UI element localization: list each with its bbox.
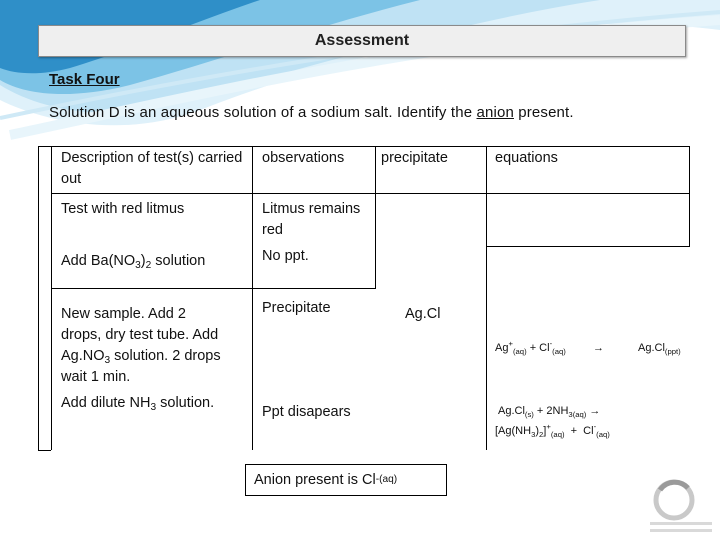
test-dilute-ammonia: Add dilute $NH_3$ solution. bbox=[61, 395, 215, 413]
table-border-left bbox=[38, 146, 39, 450]
observation-precipitate: Precipitate bbox=[262, 300, 331, 316]
equation-precipitation: $Ag^+_{(aq)} + Cl^-_{(aq)}$ → $Ag.Cl_{(ppt)}$ bbox=[495, 339, 681, 356]
observation-ppt-dissolves: Ppt disapears bbox=[262, 404, 351, 420]
row-divider-3 bbox=[52, 288, 253, 289]
task-instructions bbox=[49, 104, 574, 121]
intro-text-start: Solution D is an aqueous solution of a sodium salt. Identify the bbox=[49, 104, 477, 121]
header-equations: equations bbox=[495, 150, 558, 166]
col-divider-2 bbox=[375, 146, 376, 288]
intro-keyword: anion bbox=[476, 104, 514, 121]
test-silver-nitrate: New sample. Add 2 drops, dry test tube. Add $Ag.NO_3$ solution. 2 drops wait 1 min. bbox=[61, 306, 221, 385]
test-red-litmus: Test with red litmus bbox=[61, 201, 185, 217]
observation-litmus: Litmus remains red bbox=[262, 201, 361, 238]
precipitate-silver-chloride: Ag.Cl bbox=[405, 306, 441, 322]
task-heading: Task Four bbox=[49, 71, 120, 88]
table-border-bottom bbox=[38, 450, 51, 451]
table-border-top bbox=[38, 146, 690, 147]
observation-no-ppt: No ppt. bbox=[262, 248, 309, 264]
table-border-right bbox=[689, 146, 690, 246]
conclusion-box: Anion present is Cl - (aq) bbox=[245, 464, 447, 496]
col-divider-1 bbox=[252, 146, 253, 450]
header-observations: observations bbox=[262, 150, 345, 166]
row-divider-2 bbox=[487, 246, 690, 247]
arrow-icon: → bbox=[586, 405, 601, 417]
equation-complex-formation: $Ag.Cl_{(s)} + 2NH_{3(aq)}$ → $[Ag(NH_3)_2]^+_{(aq)} + Cl^-_{(aq)}$ bbox=[495, 405, 610, 439]
intro-text-end: present. bbox=[513, 104, 574, 121]
test-barium-nitrate: Add $Ba(NO_3)_2$ solution bbox=[61, 253, 206, 271]
slide-title: Assessment bbox=[38, 25, 686, 57]
row-divider-1 bbox=[52, 193, 690, 194]
table-border-left-inner bbox=[51, 146, 52, 450]
header-description: Description of test(s) carried out bbox=[61, 150, 243, 187]
col-divider-3 bbox=[486, 146, 487, 450]
header-precipitate: precipitate bbox=[381, 150, 448, 166]
ez-science-resources-logo bbox=[644, 478, 716, 538]
row-divider-4 bbox=[253, 288, 376, 289]
arrow-icon: → bbox=[593, 342, 604, 354]
